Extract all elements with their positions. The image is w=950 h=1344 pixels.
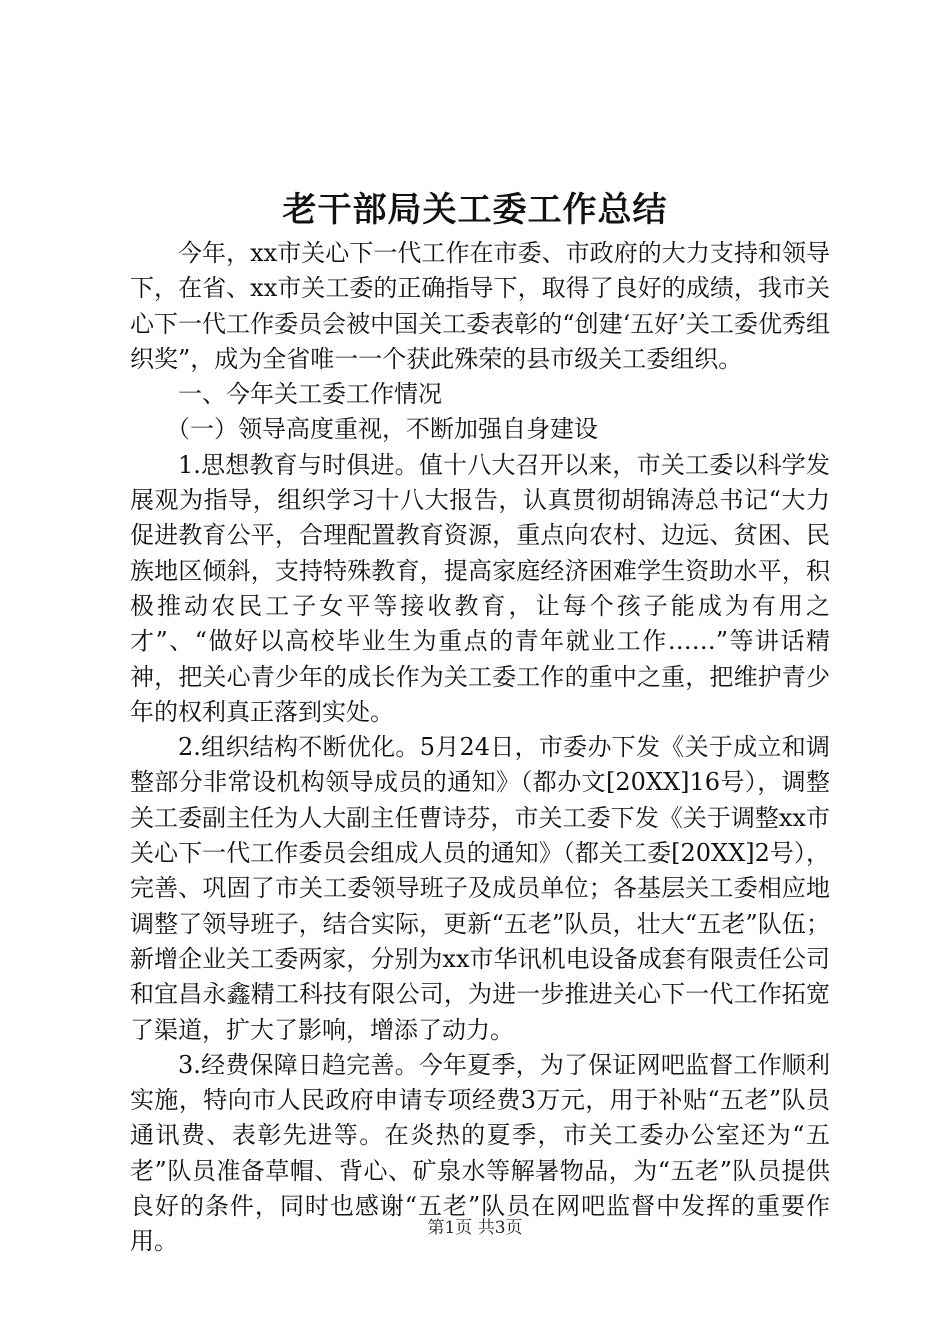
subsection-heading: （一）领导高度重视，不断加强自身建设 (166, 415, 598, 444)
item-paragraph-3: 3.经费保障日趋完善。今年夏季，为了保证网吧监督工作顺利实施，特向市人民政府申请专项经费3万元，用于补贴“五老”队员通讯费、表彰先进等。在炎热的夏季，市关工委办公室还为“五老”队员准备草帽、背心、矿泉水等解暑物品，为“五老”队员提供良好的条件，同时也感谢“五老”队员在网吧监督中发挥的重要作用。 (130, 1050, 830, 1256)
section-heading: 一、今年关工委工作情况 (178, 380, 442, 409)
document-body (130, 236, 830, 1260)
page-number-footer: 第1页 共3页 (427, 1218, 523, 1238)
document-title: 老干部局关工委工作总结 (282, 190, 668, 230)
item-paragraph-1: 1.思想教育与时俱进。值十八大召开以来，市关工委以科学发展观为指导，组织学习十八大报告，认真贯彻胡锦涛总书记“大力促进教育公平，合理配置教育资源，重点向农村、边远、贫困、民族地区倾斜，支持特殊教育，提高家庭经济困难学生资助水平，积极推动农民工子女平等接收教育，让每个孩子能成为有用之才”、“做好以高校毕业生为重点的青年就业工作……”等讲话精神，把关心青少年的成长作为关工委工作的重中之重，把维护青少年的权利真正落到实处。 (130, 450, 830, 726)
item-paragraph-2: 2.组织结构不断优化。5月24日，市委办下发《关于成立和调整部分非常设机构领导成员的通知》（都办文[20XX]16号），调整关工委副主任为人大副主任曹诗芬，市关工委下发《关于调整xx市关心下一代工作委员会组成人员的通知》（都关工委[20XX]2号），完善、巩固了市关工委领导班子及成员单位；各基层关工委相应地调整了领导班子，结合实际，更新“五老”队员，壮大“五老”队伍；新增企业关工委两家，分别为xx市华讯机电设备成套有限责任公司和宜昌永鑫精工科技有限公司，为进一步推进关心下一代工作拓宽了渠道，扩大了影响，增添了动力。 (130, 733, 830, 1044)
intro-paragraph: 今年，xx市关心下一代工作在市委、市政府的大力支持和领导下，在省、xx市关工委的正确指导下，取得了良好的成绩，我市关心下一代工作委员会被中国关工委表彰的“创建‘五好’关工委优秀组织奖”，成为全省唯一一个获此殊荣的县市级关工委组织。 (130, 239, 830, 373)
